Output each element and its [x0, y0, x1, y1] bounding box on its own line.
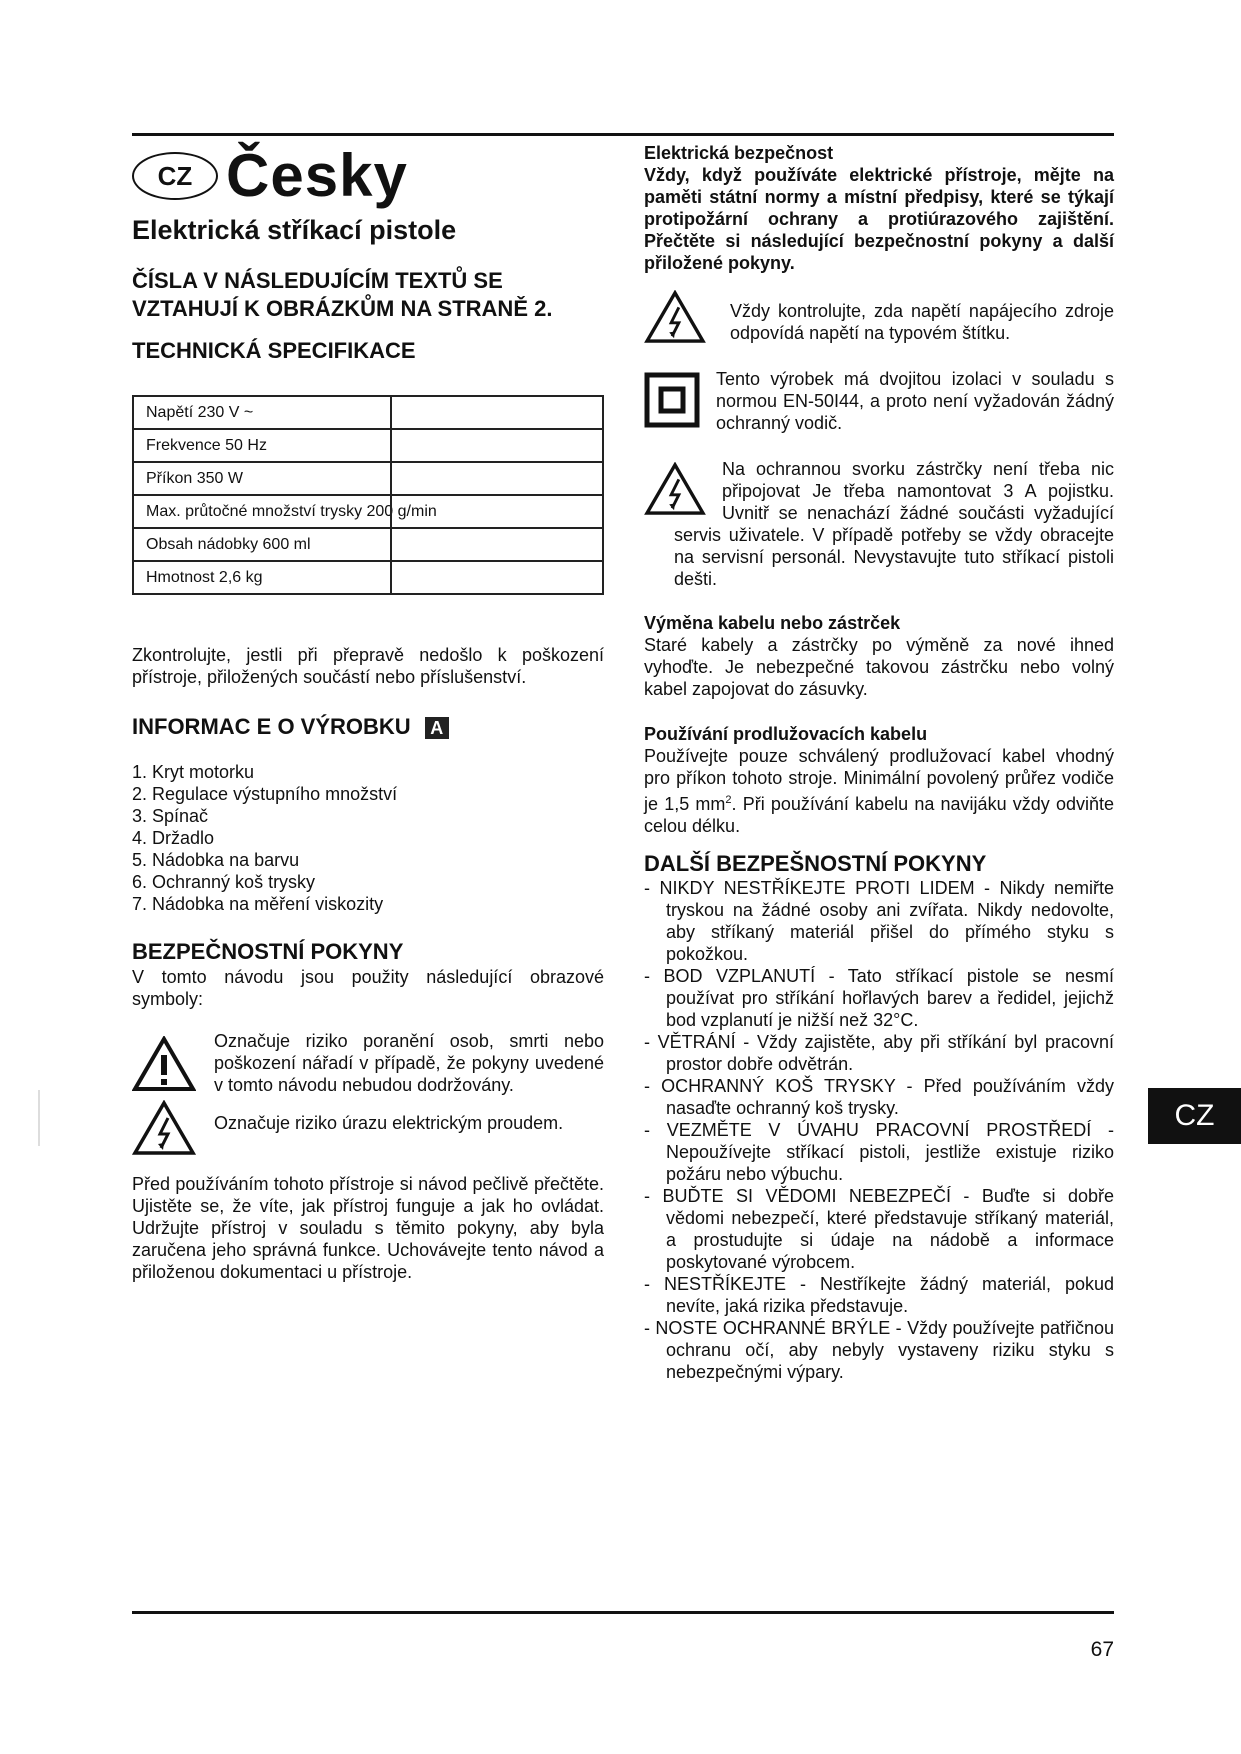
list-item: - NIKDY NESTŘÍKEJTE PROTI LIDEM - Nikdy nemiřte tryskou na žádné osoby ani zvířata. Nikdy nedovolte, aby stříkaný materiál přišel do přímého styku s pokožkou. [644, 878, 1114, 964]
transport-check: Zkontrolujte, jestli při přepravě nedošlo k poškození přístroje, přiložených součástí nebo příslušenství. [132, 645, 604, 687]
table-row [133, 429, 603, 462]
product-title: Elektrická stříkací pistole [132, 215, 457, 245]
symbol-general-text: Označuje riziko poranění osob, smrti nebo poškození nářadí v případě, že pokyny uvedené v tomto návodu nebudou dodržovány. [214, 1031, 604, 1095]
list-item: - VEZMĚTE V ÚVAHU PRACOVNÍ PROSTŘEDÍ -Nepoužívejte stříkací pistoli, jestliže existuje riziko požáru nebo výbuchu. [644, 1120, 1114, 1184]
list-item: - VĚTRÁNÍ - Vždy zajistěte, aby při stříkání byl pracovní prostor dobře odvětrán. [644, 1032, 1114, 1074]
spec-value: Frekvence 50 Hz [146, 436, 267, 454]
spec-cell [133, 528, 603, 561]
cable-text: Staré kabely a zástrčky po výměně za nové ihned vyhoďte. Je nebezpečné takovou zástrčku nebo volný kabel zapojovat do zásuvky. [644, 635, 1114, 699]
language-badge: CZ [132, 152, 218, 200]
figure-label: A [425, 717, 449, 739]
safety-outro: Před používáním tohoto přístroje si návod pečlivě přečtěte. Ujistěte se, že víte, jak přístroj funguje a jak ho ovládat. Udržujte přístroj v souladu s těmito pokyny, aby byla zaručena jeho správná funkce. Uchovávejte tento návod a přiloženou dokumentaci u přístroje. [132, 1174, 604, 1282]
margin-mark [38, 1090, 40, 1146]
spec-cell [133, 495, 603, 528]
voltage-check-text: Vždy kontrolujte, zda napětí napájecího zdroje odpovídá napětí na typovém štítku. [730, 301, 1114, 343]
symbol-general-row [132, 1030, 604, 1096]
safety-intro: V tomto návodu jsou použity následující obrazové symboly: [132, 967, 604, 1009]
extension-text-2: . Při používání kabelu na navijáku vždy odviňte celou délku. [644, 794, 1114, 836]
spec-value: Napětí 230 V ~ [146, 403, 254, 421]
voltage-check-row [644, 290, 1114, 344]
page-number: 67 [1090, 1638, 1114, 1661]
table-row [133, 396, 603, 429]
list-item: 1. Kryt motorku [132, 762, 255, 782]
language-title: Česky [226, 142, 408, 209]
list-item: - NOSTE OCHRANNÉ BRÝLE - Vždy používejte patřičnou ochranu očí, aby nebyly vystaveny riziku styku s nebezpečnými výpary. [644, 1318, 1114, 1382]
double-insulation-icon [644, 372, 700, 428]
symbol-electric-text: Označuje riziko úrazu elektrickým proudem. [214, 1113, 564, 1133]
spec-cell [133, 429, 603, 462]
superscript: 2 [725, 794, 732, 806]
warning-exclamation-icon [132, 1036, 196, 1092]
list-item: 2. Regulace výstupního množství [132, 784, 398, 804]
list-item: 4. Držadlo [132, 828, 215, 848]
list-item: - OCHRANNÝ KOŠ TRYSKY - Před používáním vždy nasaďte ochranný koš trysky. [644, 1076, 1114, 1118]
electrical-heading: Elektrická bezpečnost [644, 143, 834, 163]
electric-hazard-icon [644, 290, 706, 344]
table-row [133, 462, 603, 495]
list-item: - BUĎTE SI VĚDOMI NEBEZPEČÍ - Buďte si dobře vědomi nebezpečí, které představuje stříkaný materiál, a prostudujte si údaje na nádobě a informace poskytované výrobcem. [644, 1186, 1114, 1272]
spec-cell [133, 462, 603, 495]
spec-value: Příkon 350 W [146, 469, 243, 487]
table-row [133, 495, 603, 528]
spec-table [132, 395, 604, 595]
spec-value: Obsah nádobky 600 ml [146, 535, 311, 553]
spec-heading: TECHNICKÁ SPECIFIKACE [132, 338, 416, 363]
plug-note-text: Na ochrannou svorku zástrčky není třeba nic připojovat Je třeba namontovat 3 A pojistku. Uvnitř se nenachází žádné součásti vyžadující servis uživatele. V případě potřeby se vždy obracejte na servisní personál. Nevystavujte tuto stříkací pistoli dešti. [674, 459, 1114, 589]
spec-value: Hmotnost 2,6 kg [146, 568, 263, 586]
product-info-title: INFORMAC E O VÝROBKU [132, 714, 411, 739]
product-info-heading [132, 713, 604, 741]
list-item: 7. Nádobka na měření viskozity [132, 894, 384, 914]
extension-text [644, 745, 1114, 837]
extension-text-1: Používejte pouze schválený prodlužovací kabel vhodný pro příkon tohoto stroje. Minimální povolený průřez vodiče je 1,5 mm [644, 746, 1114, 814]
table-row [133, 561, 603, 594]
table-row [133, 528, 603, 561]
spec-table-wrap [132, 395, 604, 595]
further-safety-heading: DALŠÍ BEZPEŠNOSTNÍ POKYNY [644, 851, 987, 876]
list-item: 3. Spínač [132, 806, 209, 826]
plug-note-block [644, 458, 1114, 590]
electric-hazard-icon [132, 1100, 196, 1156]
figures-note: ČÍSLA V NÁSLEDUJÍCÍM TEXTŮ SE VZTAHUJÍ K OBRÁZKŮM NA STRANĚ 2. [132, 268, 553, 321]
spec-cell [133, 396, 603, 429]
cable-heading: Výměna kabelu nebo zástrček [644, 613, 901, 633]
language-header [132, 144, 604, 208]
spec-value: Max. průtočné množství trysky 200 g/min [146, 502, 437, 520]
double-insulation-text: Tento výrobek má dvojitou izolaci v souladu s normou EN-50I44, a proto není vyžadován žádný ochranný vodič. [716, 369, 1114, 433]
language-side-tab: CZ [1148, 1088, 1241, 1144]
symbol-electric-row [132, 1100, 604, 1156]
double-insulation-row [644, 368, 1114, 434]
parts-list [132, 761, 604, 915]
list-item: - BOD VZPLANUTÍ - Tato stříkací pistole se nesmí používat pro stříkání hořlavých barev a ředidel, jejichž bod vzplanutí je nižší než 32°C. [644, 966, 1114, 1030]
bottom-rule [132, 1611, 1114, 1614]
left-column [132, 144, 604, 208]
safety-heading: BEZPEČNOSTNÍ POKYNY [132, 939, 404, 964]
list-item: 6. Ochranný koš trysky [132, 872, 316, 892]
list-item: 5. Nádobka na barvu [132, 850, 300, 870]
electrical-intro: Vždy, když používáte elektrické přístroje, mějte na paměti státní normy a místní předpisy, které se týkají protipožární ochrany a protiúrazového zajištění. Přečtěte si následující bezpečnostní pokyny a další přiložené pokyny. [644, 165, 1114, 273]
electric-hazard-icon [644, 462, 706, 516]
top-rule [132, 133, 1114, 136]
extension-heading: Používání prodlužovacích kabelu [644, 724, 928, 744]
spec-cell [133, 561, 603, 594]
further-safety-list [644, 877, 1114, 1383]
list-item: - NESTŘÍKEJTE - Nestříkejte žádný materiál, pokud nevíte, jaká rizika představuje. [644, 1274, 1114, 1316]
